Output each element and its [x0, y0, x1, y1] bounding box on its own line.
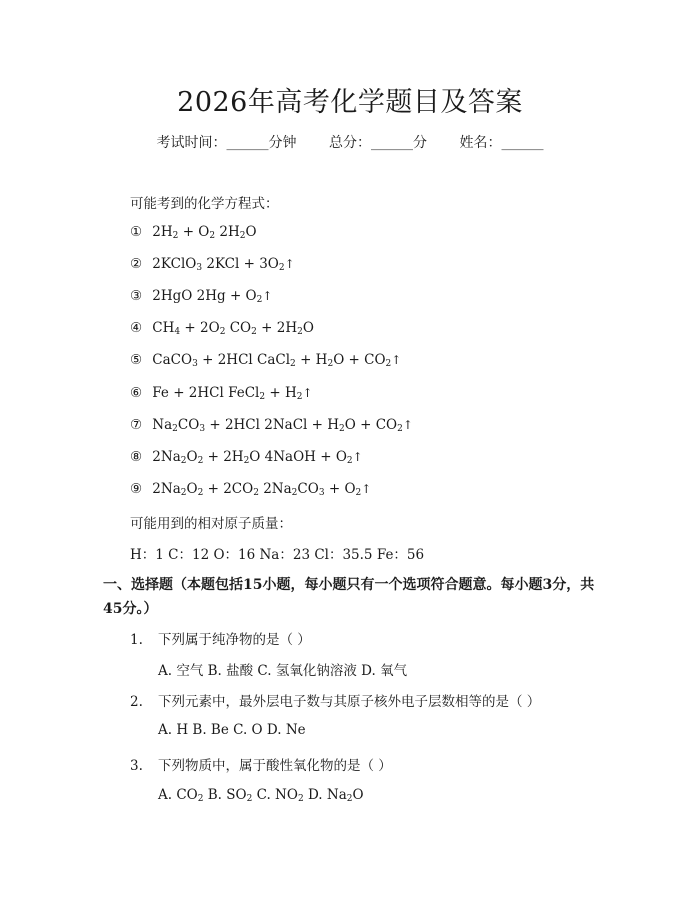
question-number: 3. — [130, 758, 143, 774]
equation-number: ⑥ — [130, 384, 143, 401]
gas-arrow-icon: ↑ — [402, 417, 413, 432]
exam-score: 总分：______分 — [329, 135, 427, 151]
gas-arrow-icon: ↑ — [302, 385, 313, 400]
equation-number: ⑧ — [130, 448, 143, 465]
equation-9: ⑨ $2Na_2O_2 + 2CO_2$ $2Na_2CO_3$ + $O_2↑$ — [130, 480, 372, 498]
equation-number: ⑨ — [130, 480, 143, 497]
gas-arrow-icon: ↑ — [284, 257, 295, 272]
gas-arrow-icon: ↑ — [361, 481, 372, 496]
equation-number: ⑦ — [130, 416, 143, 433]
equations-heading: 可能考到的化学方程式： — [130, 196, 279, 212]
equation-8: ⑧ $2Na_2O_2 + 2H_2O$ 4NaOH + $O_2↑$ — [130, 448, 363, 466]
equation-number: ④ — [130, 320, 143, 337]
equation-3: ③ 2HgO $2Hg + O_2↑$ — [130, 288, 273, 306]
equation-1: ① $2H_2 + O_2$ $2H_2O$ — [130, 224, 257, 241]
question-3-options: A. $CO_2$ B. $SO_2$ C. $NO_2$ D. $Na_2O$ — [158, 787, 364, 804]
equation-6: ⑥ Fe + 2HCl FeCl$_2$ + $H_2↑$ — [130, 384, 313, 402]
question-2 — [130, 690, 540, 710]
atomic-mass-values: H：1 C：12 O：16 Na：23 Cl：35.5 Fe：56 — [130, 547, 425, 563]
question-number: 2. — [130, 694, 143, 710]
gas-arrow-icon: ↑ — [262, 289, 273, 304]
page-title: 2026年高考化学题目及答案 — [177, 87, 523, 118]
question-text: 下列属于纯净物的是（ ） — [158, 632, 311, 648]
question-3 — [130, 754, 392, 774]
equation-number: ① — [130, 224, 143, 240]
equation-2: ② 2KClO$_3$ $2KCl + 3O_2↑$ — [130, 256, 295, 274]
exam-meta — [0, 132, 700, 152]
question-text: 下列元素中，最外层电子数与其原子核外电子层数相等的是（ ） — [158, 694, 541, 710]
equation-number: ⑤ — [130, 352, 143, 369]
question-1-options: A. 空气 B. 盐酸 C. 氢氧化钠溶液 D. 氧气 — [158, 663, 408, 679]
exam-time: 考试时间：______分钟 — [156, 135, 297, 151]
equation-5: ⑤ CaCO$_3$ + 2HCl CaCl$_2$ + $H_2O$ + $CO_2↑$ — [130, 352, 402, 370]
question-2-options: A. H B. Be C. O D. Ne — [158, 722, 306, 738]
section-title: 一、选择题（本题包括15小题，每小题只有一个选项符合题意。每小题3分，共45分。） — [103, 577, 595, 617]
question-number: 1. — [130, 632, 143, 648]
equation-number: ③ — [130, 288, 143, 305]
equation-number: ② — [130, 256, 143, 273]
gas-arrow-icon: ↑ — [352, 449, 363, 464]
question-1 — [130, 628, 311, 648]
atomic-mass-heading: 可能用到的相对原子质量： — [130, 516, 292, 532]
equation-7: ⑦ $Na_2CO_3 + 2HCl$ 2NaCl + $H_2O$ + $CO_2↑$ — [130, 416, 413, 434]
question-text: 下列物质中，属于酸性氧化物的是（ ） — [158, 758, 392, 774]
equation-4: ④ $CH_4 + 2O_2$ $CO_2 + 2H_2O$ — [130, 320, 314, 338]
exam-name: 姓名：______ — [459, 135, 544, 151]
gas-arrow-icon: ↑ — [391, 353, 402, 368]
